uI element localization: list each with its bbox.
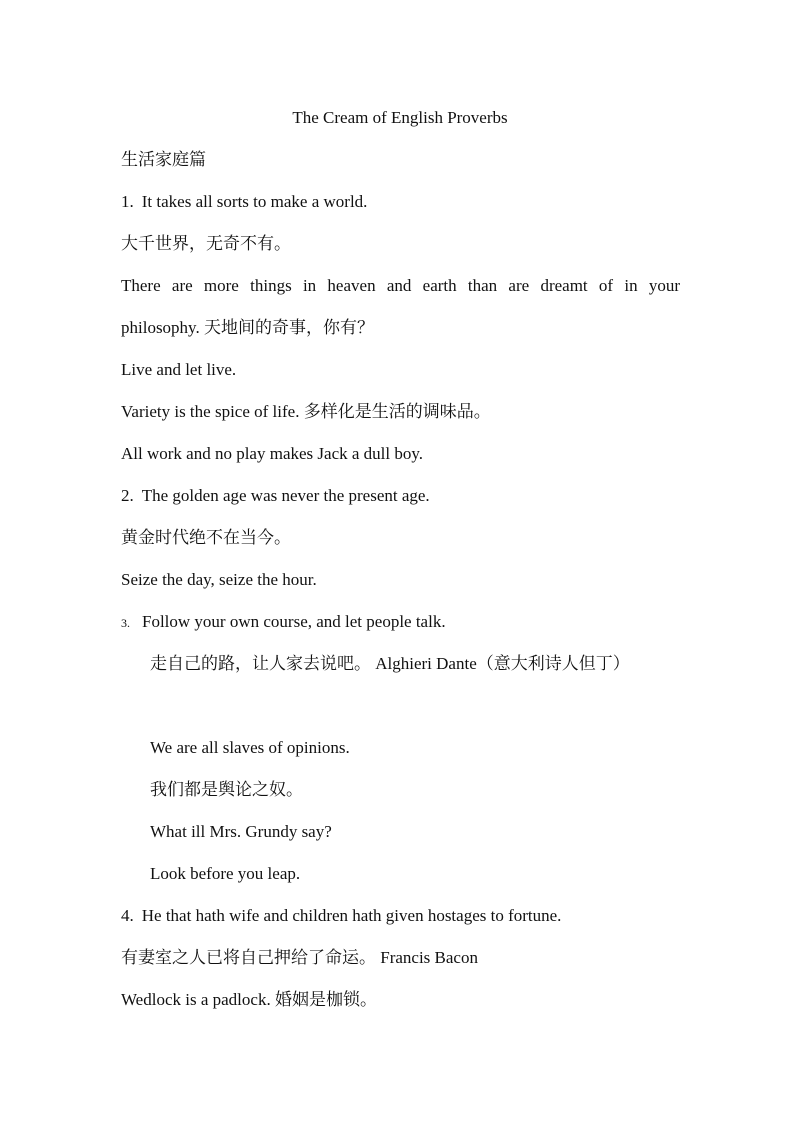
proverb-number: 2.	[121, 486, 134, 505]
related-line: We are all slaves of opinions.	[150, 738, 350, 757]
translation-2: 黄金时代绝不在当今。	[121, 528, 291, 547]
proverb-text: Follow your own course, and let people talk.	[142, 612, 446, 631]
proverb-number: 1.	[121, 192, 134, 211]
related-line: Look before you leap.	[150, 864, 301, 883]
proverb-text: He that hath wife and children hath given hostages to fortune.	[141, 906, 562, 925]
section-heading: 生活家庭篇	[121, 150, 206, 169]
related-line: Seize the day, seize the hour.	[121, 570, 317, 589]
proverb-number: 3.	[121, 616, 130, 630]
proverb-1	[121, 191, 367, 213]
proverb-text: It takes all sorts to make a world.	[141, 192, 368, 211]
proverb-2	[121, 485, 430, 507]
related-line: 我们都是舆论之奴。	[150, 780, 303, 799]
related-line: There are more things in heaven and earth than are dreamt of in your	[121, 276, 680, 295]
proverb-number: 4.	[121, 906, 134, 925]
translation-4: 有妻室之人已将自己押给了命运。 Francis Bacon	[121, 948, 478, 967]
proverb-4	[121, 905, 561, 927]
related-line: Live and let live.	[121, 360, 237, 379]
related-line: Wedlock is a padlock. 婚姻是枷锁。	[121, 990, 377, 1009]
related-line: Variety is the spice of life. 多样化是生活的调味品。	[121, 402, 491, 421]
proverb-text: The golden age was never the present age.	[141, 486, 430, 505]
related-line: philosophy. 天地间的奇事，你有？	[121, 318, 374, 337]
related-line: What ill Mrs. Grundy say?	[150, 822, 332, 841]
related-line: All work and no play makes Jack a dull boy.	[121, 444, 423, 463]
proverb-3	[121, 611, 446, 634]
translation-3: 走自己的路，让人家去说吧。 Alghieri Dante（意大利诗人但丁）	[150, 654, 630, 673]
document-title: The Cream of English Proverbs	[292, 108, 508, 127]
translation-1: 大千世界，无奇不有。	[121, 234, 291, 253]
